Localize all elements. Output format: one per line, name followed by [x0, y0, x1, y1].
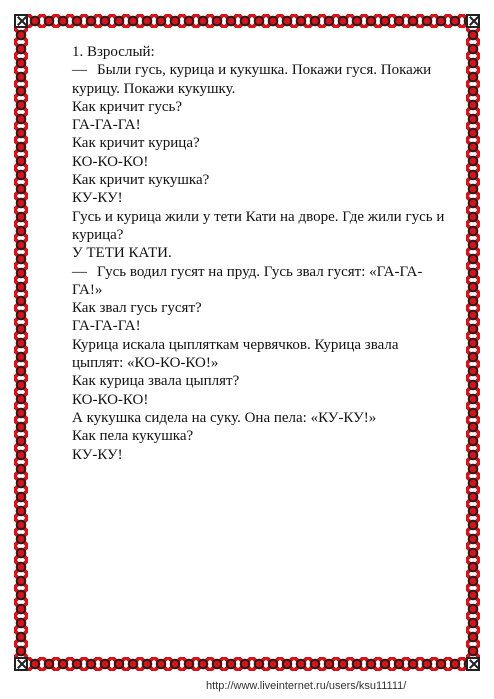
- line-text-18: КУ-КУ!: [72, 446, 123, 463]
- line-5: [72, 153, 450, 171]
- line-15: [72, 391, 450, 409]
- line-text-0: 1. Взрослый:: [72, 44, 155, 60]
- line-17: [72, 427, 450, 445]
- line-text-8: Гусь и курица жили у тети Кати на дворе. Где жили гусь и курица?: [72, 208, 445, 243]
- line-text-5: КО-КО-КО!: [72, 153, 149, 170]
- line-text-15: КО-КО-КО!: [72, 391, 149, 408]
- ornamental-border-left: [14, 28, 28, 657]
- line-16: [72, 409, 450, 427]
- line-text-10: Гусь водил гусят на пруд. Гусь звал гусят: «ГА-ГА-ГА!»: [72, 263, 423, 298]
- ornamental-border-bottom: [28, 657, 466, 671]
- source-url-watermark: http://www.liveinternet.ru/users/ksu11111/: [206, 680, 407, 692]
- line-text-2: Как кричит гусь?: [72, 98, 183, 115]
- line-text-7: КУ-КУ!: [72, 190, 123, 207]
- line-1: [72, 61, 450, 98]
- ornamental-border-top: [28, 14, 466, 28]
- line-4: [72, 134, 450, 152]
- line-text-6: Как кричит кукушка?: [72, 172, 210, 189]
- line-text-12: ГА-ГА-ГА!: [72, 318, 141, 335]
- line-9: [72, 244, 450, 262]
- line-text-17: Как пела кукушка?: [72, 428, 194, 445]
- line-3: [72, 116, 450, 134]
- corner-ornament-icon: [466, 14, 480, 28]
- line-18: [72, 446, 450, 464]
- line-0: [72, 43, 450, 61]
- ornamental-border-right: [466, 28, 480, 657]
- line-text-11: Как звал гусь гусят?: [72, 300, 202, 317]
- line-14: [72, 372, 450, 390]
- line-text-9: У ТЕТИ КАТИ.: [72, 245, 172, 262]
- line-11: [72, 299, 450, 317]
- corner-ornament-icon: [14, 657, 28, 671]
- dash-1: —: [72, 62, 87, 79]
- line-8: [72, 208, 450, 245]
- line-text-13: Курица искала цыпляткам червячков. Курица звала цыплят: «КО-КО-КО!»: [72, 336, 399, 372]
- line-13: [72, 336, 450, 373]
- line-text-3: ГА-ГА-ГА!: [72, 117, 141, 134]
- line-text-1: Были гусь, курица и кукушка. Покажи гуся. Покажи курицу. Покажи кукушку.: [72, 62, 432, 97]
- line-10: [72, 263, 450, 300]
- line-7: [72, 189, 450, 207]
- corner-ornament-icon: [14, 14, 28, 28]
- corner-ornament-icon: [466, 657, 480, 671]
- line-text-16: А кукушка сидела на суку. Она пела: «КУ-КУ!»: [72, 409, 377, 426]
- dash-10: —: [72, 263, 87, 280]
- line-text-4: Как кричит курица?: [72, 135, 200, 152]
- line-6: [72, 171, 450, 189]
- line-2: [72, 98, 450, 116]
- line-12: [72, 317, 450, 335]
- document-body: [72, 43, 450, 464]
- line-text-14: Как курица звала цыплят?: [72, 373, 240, 390]
